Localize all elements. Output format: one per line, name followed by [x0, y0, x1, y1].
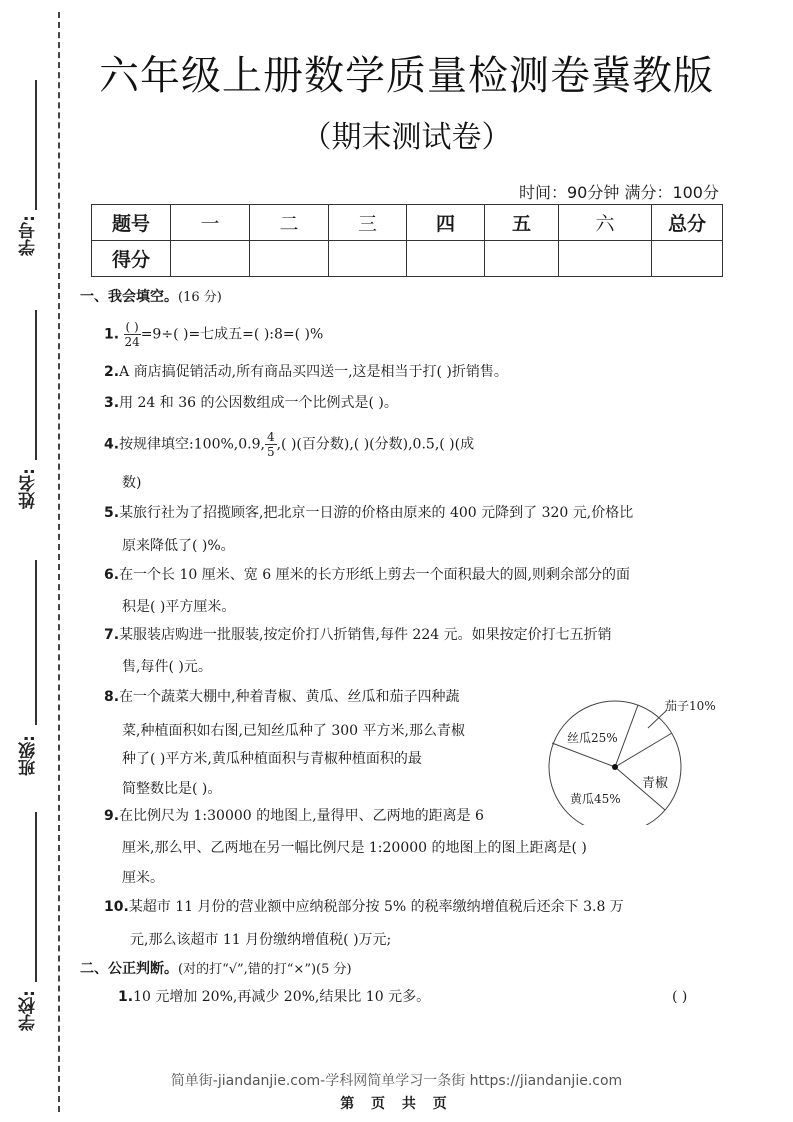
name-label: 姓名: [19, 468, 39, 509]
page-title: 六年级上册数学质量检测卷冀教版 [99, 53, 714, 99]
section-2-title: 二、公正判断。(对的打“√”,错的打“×”)(5 分) [80, 961, 352, 977]
question-6: 6.在一个长 10 厘米、宽 6 厘米的长方形纸上剪去一个面积最大的圆,则剩余部分的面 [104, 567, 631, 583]
table-header-cell: 二 [250, 205, 329, 241]
question-4-cont: 数) [122, 475, 142, 491]
question-2: 2.A 商店搞促销活动,所有商品买四送一,这是相当于打( )折销售。 [104, 364, 508, 380]
question-5: 5.某旅行社为了招揽顾客,把北京一日游的价格由原来的 400 元降到了 320 元,价格比 [104, 505, 634, 521]
score-row-label: 得分 [92, 241, 171, 277]
score-cell[interactable] [329, 241, 407, 277]
question-8-line-2: 菜,种植面积如右图,已知丝瓜种了 300 平方米,那么青椒 [122, 723, 465, 739]
score-cell[interactable] [485, 241, 559, 277]
question-8: 8.在一个蔬菜大棚中,种着青椒、黄瓜、丝瓜和茄子四种蔬 [104, 689, 460, 705]
cut-line [58, 12, 60, 1112]
table-header-cell: 四 [407, 205, 485, 241]
pie-label-cucumber: 黄瓜45% [570, 792, 621, 806]
table-header-cell: 五 [485, 205, 559, 241]
score-cell[interactable] [250, 241, 329, 277]
vegetable-area-pie-chart [545, 685, 735, 825]
question-3: 3.用 24 和 36 的公因数组成一个比例式是( )。 [104, 395, 398, 411]
question-1: 1. $\frac{( )}{24}$ =9÷( )=七成五=( ):8=( )% [104, 320, 324, 349]
question-7: 7.某服装店购进一批服装,按定价打八折销售,每件 224 元。如果按定价打七五折销 [104, 627, 612, 643]
page-subtitle: （期末测试卷） [301, 120, 512, 155]
fraction: $\frac{4}{5}$ [266, 430, 275, 459]
school-line [35, 812, 37, 982]
table-header-cell: 题号 [92, 205, 171, 241]
table-row [92, 241, 723, 277]
score-cell[interactable] [171, 241, 250, 277]
score-cell[interactable] [652, 241, 723, 277]
question-10: 10.某超市 11 月份的营业额中应纳税部分按 5% 的税率缴纳增值税后还余下 3.8 万 [104, 899, 624, 915]
exam-meta: 时间：90分钟 满分：100分 [519, 183, 719, 202]
student-id-label: 学号: [19, 215, 39, 256]
judge-answer-box[interactable]: ( ) [672, 989, 688, 1005]
question-4: 4.按规律填空:100%,0.9, $\frac{4}{5}$ ,( )(百分数),( )(分数),0.5,( )(成 [104, 430, 475, 459]
question-9-cont: 厘米,那么甲、乙两地在另一幅比例尺是 1:20000 的地图上的图上距离是( ) [122, 840, 587, 856]
question-8-line-4: 简整数比是( )。 [122, 781, 222, 797]
question-10-cont: 元,那么该超市 11 月份缴纳增值税( )万元; [130, 932, 392, 948]
table-header-cell: 三 [329, 205, 407, 241]
section-1-title: 一、我会填空。(16 分) [80, 289, 222, 305]
class-line [35, 560, 37, 725]
table-header-cell: 总分 [652, 205, 723, 241]
question-8-line-3: 种了( )平方米,黄瓜种植面积与青椒种植面积的最 [122, 751, 422, 767]
judge-question-1: 1.10 元增加 20%,再减少 20%,结果比 10 元多。 [118, 989, 431, 1005]
page-number: 第 页 共 页 [340, 1096, 453, 1112]
watermark: 简单街-jiandanjie.com-学科网简单学习一条街 https://jiandanjie.com [170, 1073, 623, 1089]
school-label: 学校: [19, 990, 39, 1031]
class-label: 班级: [19, 735, 39, 776]
pie-label-eggplant: 茄子10% [665, 699, 716, 713]
question-6-cont: 积是( )平方厘米。 [122, 599, 236, 615]
question-9: 9.在比例尺为 1:30000 的地图上,量得甲、乙两地的距离是 6 [104, 808, 484, 824]
question-5-cont: 原来降低了( )%。 [122, 538, 235, 554]
table-header-cell: 一 [171, 205, 250, 241]
score-cell[interactable] [559, 241, 652, 277]
pie-label-loofah: 丝瓜25% [567, 731, 618, 745]
table-row [92, 205, 723, 241]
question-7-cont: 售,每件( )元。 [122, 659, 212, 675]
question-9-cont2: 厘米。 [122, 870, 164, 886]
score-table [91, 204, 723, 277]
fraction: $\frac{( )}{24}$ [124, 320, 140, 349]
pie-label-pepper: 青椒 [642, 776, 669, 791]
name-line [35, 310, 37, 460]
score-cell[interactable] [407, 241, 485, 277]
table-header-cell: 六 [559, 205, 652, 241]
